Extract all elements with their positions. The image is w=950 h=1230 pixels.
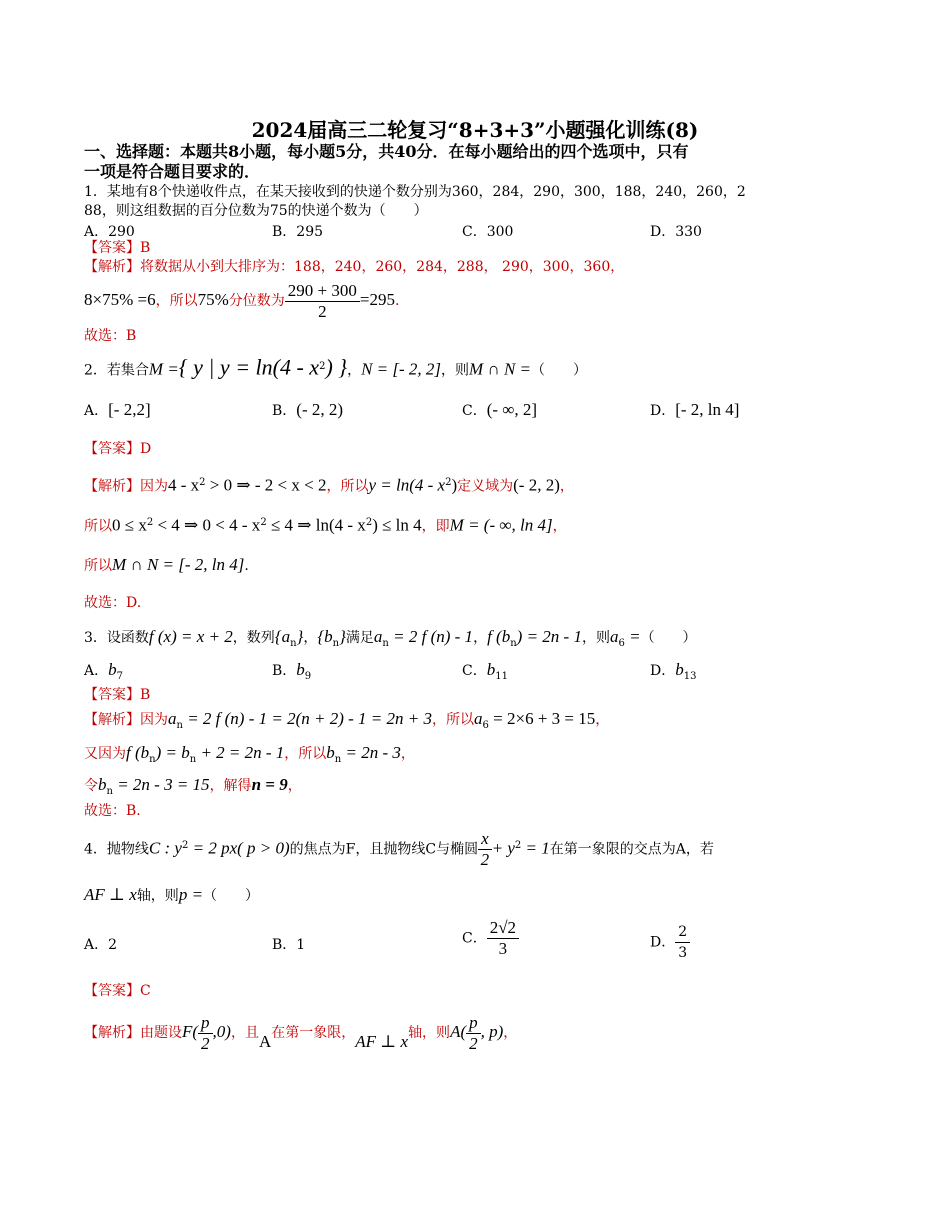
q3-solution-line2: 又因为f $(b_n) = b_n + 2 = 2n - 1$，所以$b_n = 2n - 3$， xyxy=(84,743,415,765)
q1-option-a: A．290 xyxy=(84,224,135,240)
q2-solution-line3: 所以M ∩ N = [- 2, ln 4]. xyxy=(84,555,249,574)
q1-fraction: $\frac{290 + 300}{2}$ xyxy=(285,281,360,322)
q1-stem-line1: 1．某地有8个快递收件点，在某天接收到的快递个数分别为360，284，290，300，188，240，260，2 xyxy=(84,184,746,200)
q3-option-b: B．$b_9$ xyxy=(272,660,312,682)
q2-conclusion: 故选：D. xyxy=(84,595,142,611)
q2-solution-line1: 【解析】因为$4 - x^2 > 0$ ⇒ - 2 < x < 2，所以$y = \ln(4 - x^2)$定义域为(- 2, 2)， xyxy=(84,475,574,495)
q1-solution-line2: 8×75% =6，所以75%分位数为 $\frac{290 + 300}{2}$ =295. xyxy=(84,280,400,321)
q1-option-b: B．295 xyxy=(272,224,324,240)
q2-stem: 2．若集合M ={ y | $y = \ln(4 - x^2)$ }，N = [- 2, 2]，则M ∩ N =（ ） xyxy=(84,354,588,380)
q2-option-c: C．(- ∞, 2] xyxy=(462,400,538,419)
q1-sol-math: 8×75% =6 xyxy=(84,290,156,309)
q1-stem-line2: 88，则这组数据的百分位数为75的快递个数为（ ） xyxy=(84,203,428,219)
section-heading-line1: 一、选择题：本题共8小题，每小题5分，共40分．在每小题给出的四个选项中，只有 xyxy=(84,142,689,161)
q3-solution-line1: 【解析】因为$a_n = 2$ f (n) - 1 = 2(n + 2) - 1 = 2n + 3，所以$a_6 = 2\times 6 + 3 = 15$， xyxy=(84,709,610,731)
q3-conclusion: 故选：B. xyxy=(84,803,141,819)
q1-answer: 【答案】B xyxy=(84,240,151,256)
q4-solution-line1: 【解析】由题设F( $\frac{p}{2}$ ,0)，且A在第一象限，AF ⊥ x轴，则A( $\frac{p}{2}$ , p)， xyxy=(84,1012,518,1053)
q1-conclusion: 故选：B xyxy=(84,328,137,344)
q2-option-a: A．[- 2,2] xyxy=(84,400,151,419)
q2-option-b: B．(- 2, 2) xyxy=(272,400,344,419)
q4-stem-line2: AF ⊥ x轴，则p =（ ） xyxy=(84,885,260,904)
q4-option-b: B．1 xyxy=(272,937,306,953)
q4-stem-line1: 4．抛物线C : $y^2 = 2$ px( p > 0)的焦点为F，且抛物线C与椭圆 $\frac{x}{2}$ + $y^2 = 1$在第一象限的交点为A，若 xyxy=(84,829,714,870)
q1-option-c: C．300 xyxy=(462,224,514,240)
q4-option-c: C． $\frac{2√2}{3}$ xyxy=(462,918,519,959)
section-heading-line2: 一项是符合题目要求的． xyxy=(84,162,261,181)
q1-option-d: D．330 xyxy=(650,224,702,240)
q3-solution-line3: 令$b_n = 2n - 3 = 15$，解得n = 9， xyxy=(84,775,302,797)
q3-option-c: C．$b_{11}$ xyxy=(462,660,508,682)
q2-answer: 【答案】D xyxy=(84,441,152,457)
q3-stem: 3．设函数f (x) = x + 2，数列$\{a_n\}$，$\{b_n\}$满足$a_n = 2$ f (n) - 1，f $(b_n) = 2n - 1$，则$a_6$ =（ ） xyxy=(84,627,697,649)
q2-solution-line2: 所以$0 \le x^2 < 4$ ⇒ $0 < 4 - x^2 \le 4$ ⇒ $\ln(4 - x^2) \le \ln 4$，即M = (- ∞, ln 4]， xyxy=(84,515,567,535)
q4-ellipse-fraction: $\frac{x}{2}$ xyxy=(478,829,492,870)
q2-option-d: D．[- 2, ln 4] xyxy=(650,400,740,419)
q3-option-d: D．$b_{13}$ xyxy=(650,660,697,682)
q3-option-a: A．$b_7$ xyxy=(84,660,123,682)
q4-answer: 【答案】C xyxy=(84,983,151,999)
q1-solution-line1: 【解析】将数据从小到大排序为：188，240，260，284，288， 290，300，360， xyxy=(84,259,625,275)
q4-option-d: D． $\frac{2}{3}$ xyxy=(650,922,690,963)
page-title: 2024届高三二轮复习“8+3+3”小题强化训练(8) xyxy=(251,118,699,142)
q4-option-a: A．2 xyxy=(84,937,118,953)
q3-answer: 【答案】B xyxy=(84,687,151,703)
